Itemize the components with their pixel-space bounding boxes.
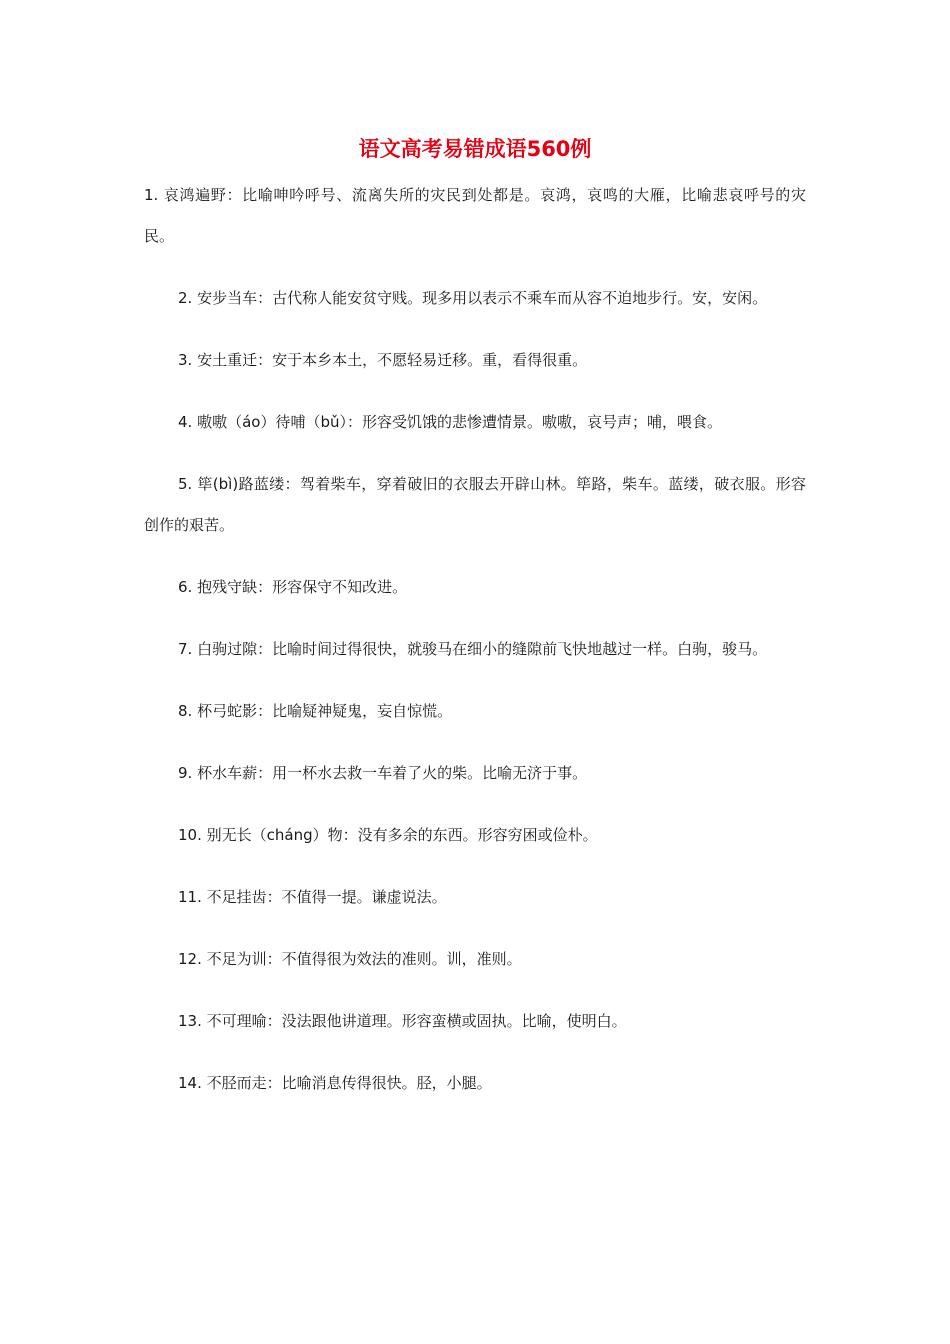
idiom-entry-13: 13. 不可理喻：没法跟他讲道理。形容蛮横或固执。比喻，使明白。 [178,1012,627,1030]
document-title: 语文高考易错成语560例 [358,137,592,161]
idiom-entry-8: 8. 杯弓蛇影：比喻疑神疑鬼，妄自惊慌。 [178,702,453,720]
idiom-entry-7: 7. 白驹过隙：比喻时间过得很快，就骏马在细小的缝隙前飞快地越过一样。白驹，骏马。 [178,640,768,658]
idiom-entry-11: 11. 不足挂齿：不值得一提。谦虚说法。 [178,888,447,906]
idiom-entry-14: 14. 不胫而走：比喻消息传得很快。胫，小腿。 [178,1074,492,1092]
idiom-list [144,175,806,1125]
idiom-entry-10: 10. 别无长（cháng）物：没有多余的东西。形容穷困或俭朴。 [178,826,598,844]
idiom-entry-2: 2. 安步当车：古代称人能安贫守贱。现多用以表示不乘车而从容不迫地步行。安，安闲。 [178,289,768,307]
idiom-entry-1: 1. 哀鸿遍野：比喻呻吟呼号、流离失所的灾民到处都是。哀鸿，哀鸣的大雁，比喻悲哀呼号的灾民。 [144,186,806,245]
idiom-entry-3: 3. 安土重迁：安于本乡本土，不愿轻易迁移。重，看得很重。 [178,351,588,369]
idiom-entry-9: 9. 杯水车薪：用一杯水去救一车着了火的柴。比喻无济于事。 [178,764,588,782]
idiom-entry-12: 12. 不足为训：不值得很为效法的准则。训，准则。 [178,950,522,968]
idiom-entry-6: 6. 抱残守缺：形容保守不知改进。 [178,578,408,596]
idiom-entry-5: 5. 筚(bì)路蓝缕：驾着柴车，穿着破旧的衣服去开辟山林。筚路，柴车。蓝缕，破衣服。形容创作的艰苦。 [144,475,806,534]
idiom-entry-4: 4. 嗷嗷（áo）待哺（bǔ）：形容受饥饿的悲惨遭情景。嗷嗷，哀号声；哺，喂食。 [178,413,722,431]
